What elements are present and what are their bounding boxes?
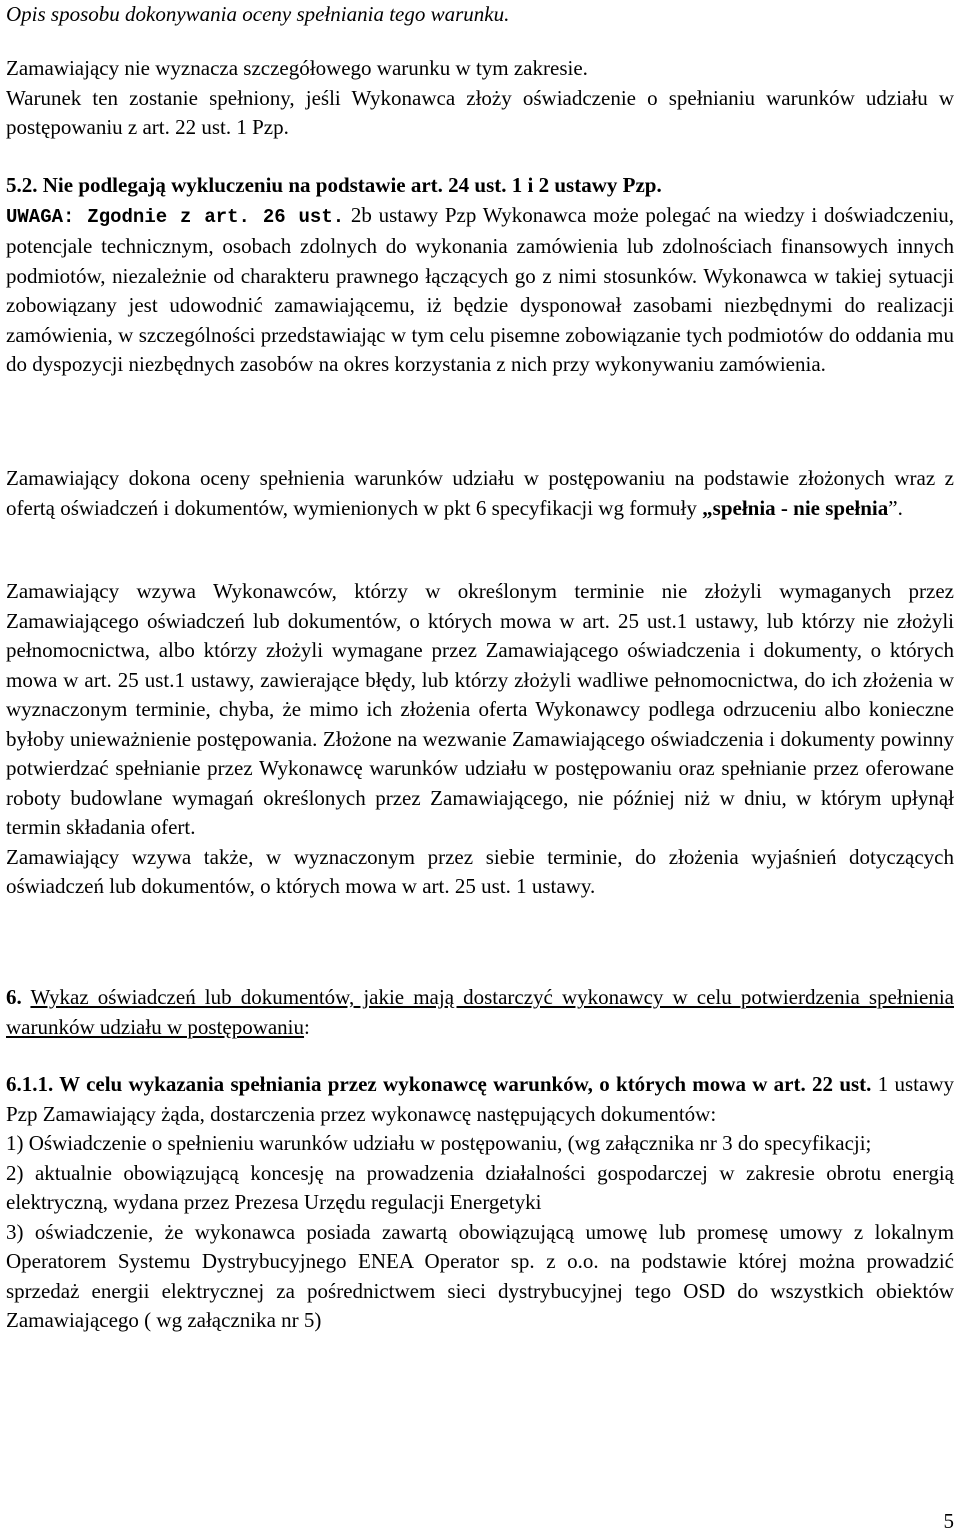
section-colon: : (304, 1014, 310, 1039)
paragraph-conditions (6, 54, 954, 143)
evaluation-text: Zamawiający dokona oceny spełnienia warunków udziału w postępowaniu na podstawie złożonych wraz z ofertą oświadczeń i dokumentów, wymienionych w pkt 6 specyfikacji wg formuły (6, 466, 954, 520)
evaluation-end: ”. (888, 495, 903, 520)
list-item: 1) Oświadczenie o spełnieniu warunków udziału w postępowaniu, (wg załącznika nr 3 do specyfikacji; (6, 1131, 872, 1155)
paragraph-summons (6, 577, 954, 902)
subsection-heading: 6.1.1. W celu wykazania spełniania przez wykonawcę warunków, o których mowa w art. 22 ust. (6, 1072, 872, 1096)
section-body (6, 201, 954, 380)
section-5-2 (6, 171, 954, 380)
paragraph-evaluation (6, 464, 954, 523)
paragraph-line: Zamawiający nie wyznacza szczegółowego warunku w tym zakresie. (6, 56, 588, 80)
section-6 (6, 983, 954, 1042)
page-number: 5 (943, 1509, 954, 1533)
uwaga-text: 2b ustawy Pzp Wykonawca może polegać na wiedzy i doświadczeniu, potencjale technicznym, osobach zdolnych do wykonania zamówienia lub zdolnościach finansowych innych podmiotów, niezależnie od charakteru prawnego łączących go z nimi stosunków. Wykonawca w takiej sytuacji zobowiązany jest udowodnić zamawiającemu, iż będzie dysponował zasobami niezbędnymi do realizacji zamówienia, w szczególności przedstawiając w tym celu pisemne zobowiązanie tych podmiotów do oddania mu do dyspozycji niezbędnych zasobów na okres korzystania z nich przy wykonywaniu zamówienia. (6, 202, 954, 376)
evaluation-formula: „spełnia - nie spełnia (702, 495, 889, 520)
section-heading: 5.2. Nie podlegają wykluczeniu na podstawie art. 24 ust. 1 i 2 ustawy Pzp. (6, 173, 662, 197)
section-6-1-1 (6, 1070, 954, 1336)
paragraph-text: Warunek ten zostanie spełniony, jeśli Wykonawca złoży oświadczenie o spełnianiu warunków udziału w postępowaniu z art. 22 ust. 1 Pzp. (6, 85, 954, 139)
subsection-text: 1 ustawy Pzp Zamawiający żąda, dostarczenia przez wykonawcę następujących dokumentów: (6, 1072, 954, 1126)
list-item: 3) oświadczenie, że wykonawca posiada zawartą obowiązującą umowę lub promesę umowy z lokalnym Operatorem Systemu Dystrybucyjnego ENEA Operator sp. z o.o. na podstawie której można prowadzić sprzedaż energii elektrycznej za pośrednictwem sieci dystrybucyjnej tego OSD do wszystkich obiektów Zamawiającego ( wg załącznika nr 5) (6, 1219, 954, 1332)
section-number: 6. (6, 985, 22, 1009)
list-item: 2) aktualnie obowiązującą koncesję na prowadzenia działalności gospodarczej w zakresie obrotu energią elektryczną, wydana przez Prezesa Urzędu regulacji Energetyki (6, 1160, 954, 1214)
summons-text: Zamawiający wzywa Wykonawców, którzy w określonym terminie nie złożyli wymaganych przez Zamawiającego oświadczeń lub dokumentów, o których mowa w art. 25 ust.1 ustawy, lub którzy nie złożyli pełnomocnictwa, albo którzy złożyli wymagane przez Zamawiającego oświadczenia i dokumenty, o których mowa w art. 25 ust.1 ustawy, zawierające błędy, lub którzy złożyli wadliwe pełnomocnictwa, do ich złożenia w wyznaczonym terminie, chyba, że mimo ich złożenia oferta Wykonawcy podlega odrzuceniu albo konieczne byłoby unieważnienie postępowania. Złożone na wezwanie Zamawiającego oświadczenia i dokumenty powinny potwierdzać spełnianie przez Wykonawcę warunków udziału w postępowaniu oraz spełnianie przez oferowane roboty budowlane wymagań określonych przez Zamawiającego, nie później niż w dniu, w którym upłynął termin składania ofert. (6, 579, 954, 839)
section-header: Opis sposobu dokonywania oceny spełniania tego warunku. (6, 2, 510, 26)
section-title: Wykaz oświadczeń lub dokumentów, jakie mają dostarczyć wykonawcy w celu potwierdzenia spełnienia warunków udziału w postępowaniu (6, 985, 954, 1039)
uwaga-label: UWAGA: Zgodnie z art. 26 ust. (6, 205, 345, 228)
summons-text-2: Zamawiający wzywa także, w wyznaczonym przez siebie terminie, do złożenia wyjaśnień dotyczących oświadczeń lub dokumentów, o których mowa w art. 25 ust. 1 ustawy. (6, 844, 954, 898)
